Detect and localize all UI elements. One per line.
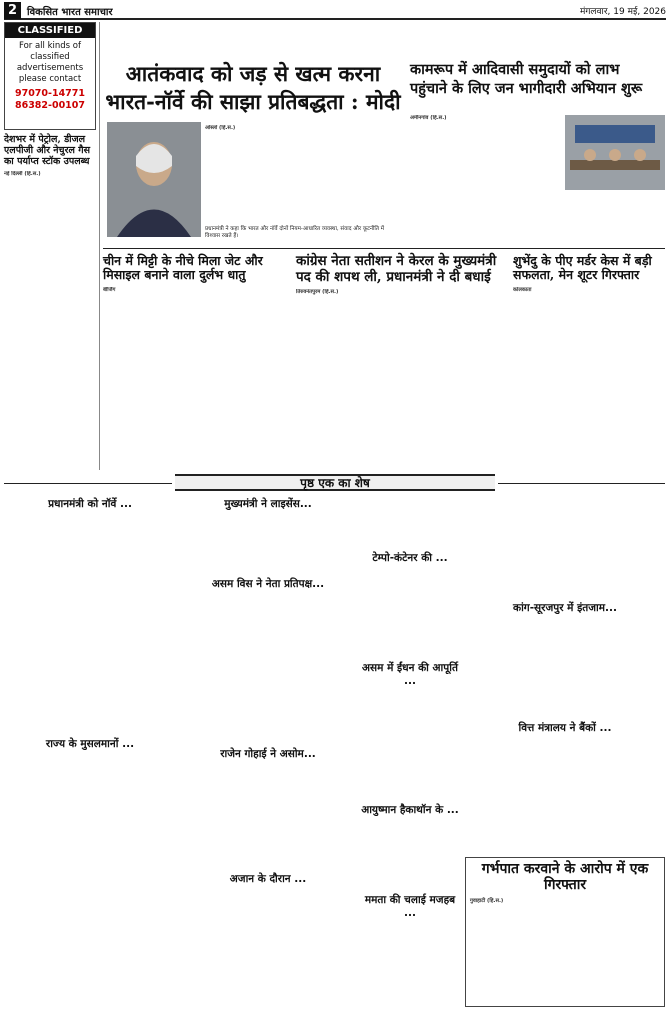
china-story [103, 254, 288, 447]
kerala-dateline: तिरुवनंतपुरम (हि.स.) [296, 289, 339, 296]
section-banner: पृष्ठ एक का शेष [175, 474, 495, 491]
cont-bank-heading: वित्त मंत्रालय ने बैंकों ... [518, 722, 612, 734]
continuation-col3 [360, 497, 460, 991]
lead-story [103, 62, 403, 114]
murder-story [513, 254, 665, 447]
left-story [4, 135, 96, 481]
left-story-body [4, 171, 96, 481]
tribal-body-col3 [565, 193, 665, 245]
cont-karong-heading: कांग-सूरजपुर में इंतजाम... [513, 602, 617, 614]
left-story-dateline: नई दिल्ली (हि.स.) [4, 170, 41, 177]
cont-mamata-body [360, 921, 460, 991]
kerala-body [296, 289, 506, 439]
cont-bank-body [465, 737, 665, 852]
arrest-dateline: गुवाहाटी (हि.स.) [470, 898, 504, 905]
classified-text: For all kinds of classified advertisements please contact [16, 41, 84, 85]
cont-tempo-body [360, 567, 460, 657]
pm-photo-image [107, 122, 201, 237]
tribal-body-col1 [410, 115, 482, 245]
cont-col4-top [465, 497, 665, 597]
murder-body [513, 287, 665, 447]
meeting-photo [565, 115, 665, 190]
cont-muslims-body [4, 753, 176, 1023]
cont-fuel-body [360, 689, 460, 799]
kerala-headline: कांग्रेस नेता सतीशन ने केरल के मुख्यमंत्री पद की शपथ ली, प्रधानमंत्री ने दी बधाई [296, 253, 497, 285]
banner-rule-right [498, 483, 665, 484]
arrest-body [466, 896, 664, 1006]
arrest-story [465, 857, 665, 1007]
cont-license-body [182, 513, 354, 573]
banner-rule-left [4, 483, 172, 484]
lead-headline-line2: भारत-नॉर्वे की साझा प्रतिबद्धता : मोदी [105, 89, 401, 115]
lead-dateline: ओस्लो (हि.स.) [205, 125, 236, 131]
pm-photo [107, 122, 201, 237]
cont-assam-heading: असम विस ने नेता प्रतिपक्ष... [211, 578, 325, 590]
cont-hackathon-body [360, 819, 460, 889]
cont-gohain-heading: राजेन गोहाई ने असोम... [220, 748, 316, 760]
cont-ajan-heading: अजान के दौरान ... [229, 873, 307, 885]
continuation-col2 [182, 497, 354, 963]
paper-name: विकसित भारत समाचार [27, 6, 113, 18]
classified-box [4, 22, 96, 130]
cont-col3-top [360, 497, 460, 547]
china-body [103, 287, 288, 447]
lead-body-col2 [303, 125, 398, 225]
cont-hackathon-heading: आयुष्मान हैकाथॉन के ... [361, 804, 459, 816]
cont-assam-body [182, 593, 354, 743]
left-story-headline: देशभर में पेट्रोल, डीजल एलपीजी और नेचुरल गैस का पर्याप्त स्टॉक उपलब्ध [4, 134, 90, 167]
tribal-headline-line2: पहुंचाने के लिए जन भागीदारी अभियान शुरू [410, 79, 643, 97]
cont-fuel-heading: असम में ईंधन की आपूर्ति ... [362, 662, 458, 687]
contact-number-2: 86382-00107 [14, 100, 86, 112]
cont-karong-body [465, 617, 665, 717]
classified-heading: CLASSIFIED [5, 23, 95, 38]
cont-mamata-heading: ममता की चलाई मजहब ... [364, 894, 456, 919]
cont-ajan-body [182, 888, 354, 963]
masthead [4, 3, 666, 20]
cont-tempo-heading: टेम्पो-कंटेनर की ... [372, 552, 448, 564]
cont-pm-norway-body [4, 513, 176, 733]
arrest-headline: गर्भपात करवाने के आरोप में एक गिरफ्तार [481, 861, 649, 894]
murder-headline: शुभेंदु के पीए मर्डर केस में बड़ी सफलता, मेन शूटर गिरफ्तार [513, 253, 652, 283]
paper-date: मंगलवार, 19 मई, 2026 [579, 7, 666, 17]
lead-headline-line1: आतंकवाद को जड़ से खत्म करना [125, 61, 381, 86]
tribal-story [410, 62, 665, 97]
cont-muslims-heading: राज्य के मुसलमानों ... [45, 738, 135, 750]
china-headline: चीन में मिट्टी के नीचे मिला जेट और मिसाइल बनाने वाला दुर्लभ धातु [103, 253, 263, 283]
murder-dateline: कोलकाता [513, 286, 532, 293]
lead-body-col1 [205, 125, 300, 225]
continuation-col1 [4, 497, 176, 1023]
meeting-photo-image [565, 115, 665, 190]
continuation-col4 [465, 497, 665, 852]
china-dateline: बीजिंग [103, 286, 116, 293]
pm-photo-caption: प्रधानमंत्री ने कहा कि भारत और नॉर्वे दोनों नियम-आधारित व्यवस्था, संवाद और कूटनीति में विश्वास रखते हैं। [205, 226, 384, 239]
cont-gohain-body [182, 763, 354, 868]
tribal-headline-line1: कामरूप में आदिवासी समुदायों को लाभ [410, 61, 620, 78]
column-rule [99, 22, 100, 470]
page-number: 2 [4, 2, 21, 19]
story-divider [103, 248, 665, 249]
cont-license-heading: मुख्यमंत्री ने लाइसेंस... [224, 498, 312, 510]
contact-number-1: 97070-14771 [14, 88, 86, 100]
kerala-story [296, 254, 506, 439]
cont-pm-norway-heading: प्रधानमंत्री को नॉर्वे ... [48, 498, 132, 510]
tribal-body-col2 [485, 115, 557, 245]
tribal-dateline: अमीनगांव (हि.स.) [410, 115, 447, 121]
